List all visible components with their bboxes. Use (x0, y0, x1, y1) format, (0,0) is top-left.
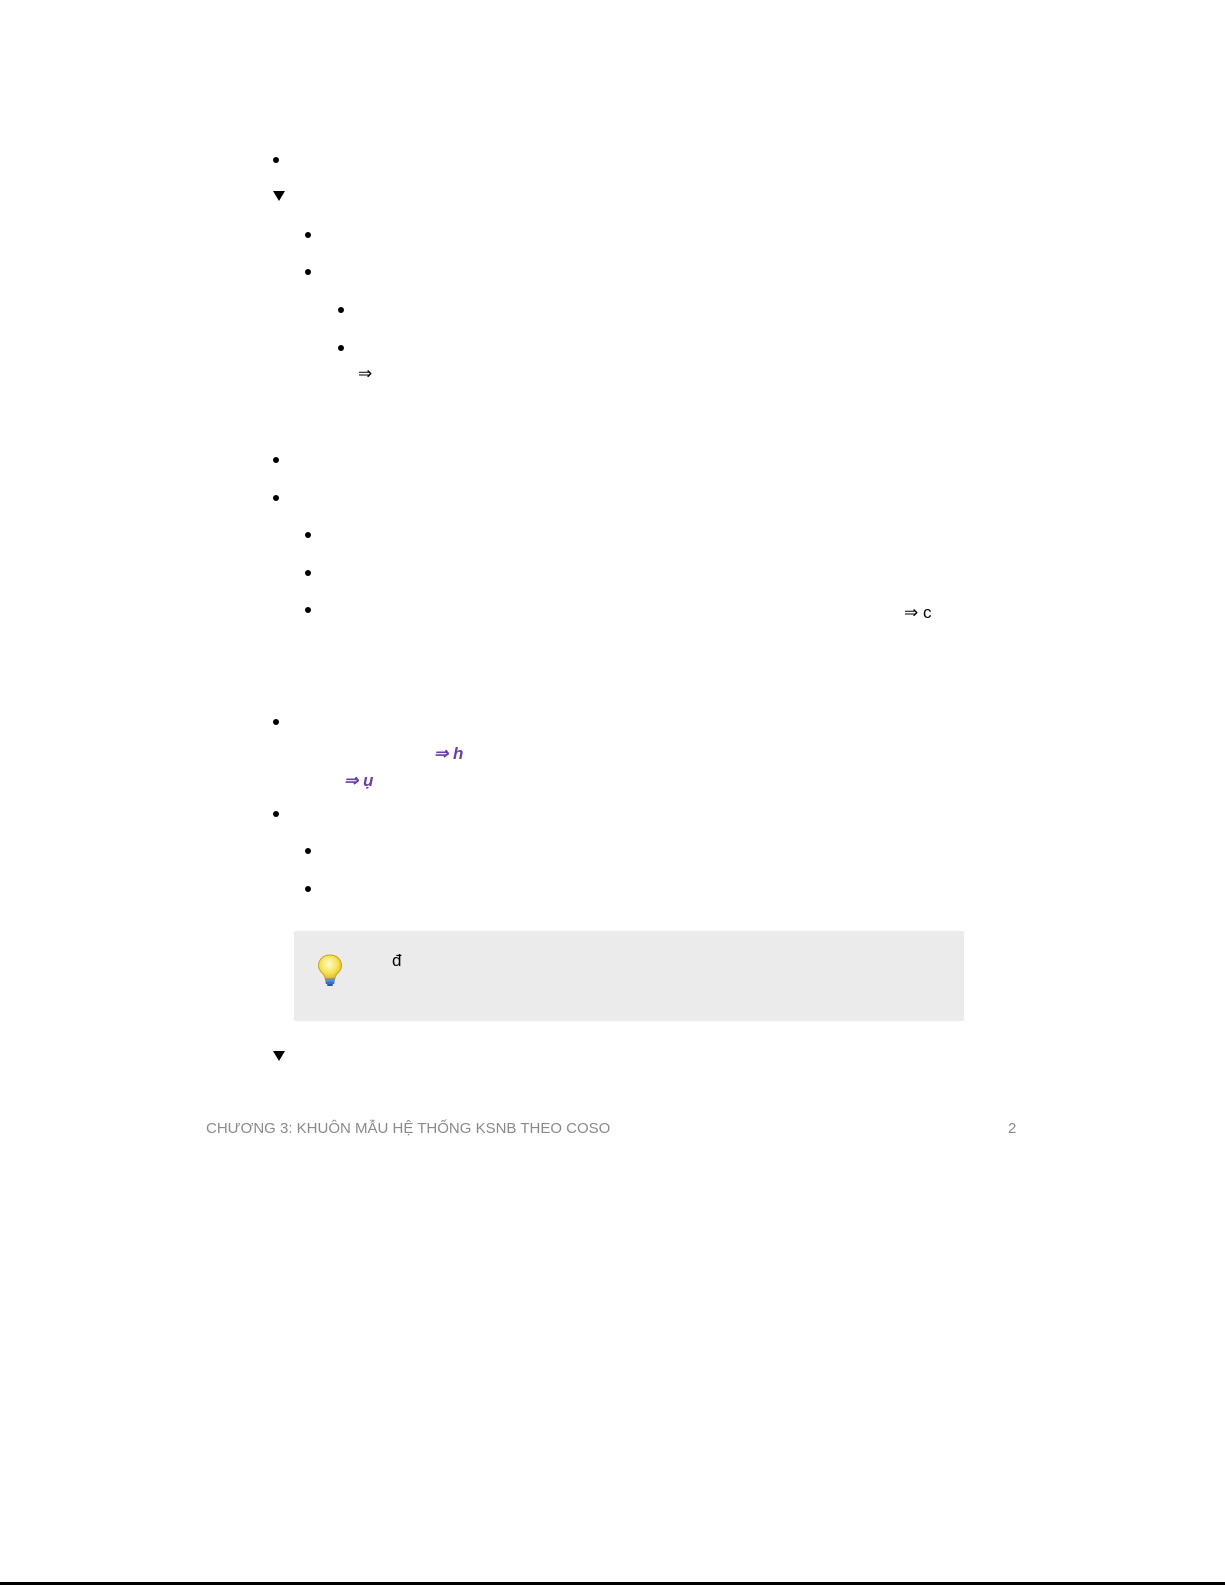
bullet-icon (305, 607, 311, 613)
lightbulb-icon (316, 953, 344, 987)
bullet-icon (273, 157, 279, 163)
implication-arrow: ⇒ (358, 364, 373, 383)
purple-implication-line: ⇒ h (434, 744, 464, 763)
bullet-icon (305, 232, 311, 238)
bullet-icon (305, 532, 311, 538)
bullet-icon (273, 719, 279, 725)
implication-text: ⇒ c (904, 603, 932, 622)
bullet-icon (273, 457, 279, 463)
callout-box (294, 931, 964, 1021)
bullet-icon (338, 345, 344, 351)
bullet-icon (305, 848, 311, 854)
bullet-icon (305, 269, 311, 275)
bullet-icon (305, 570, 311, 576)
bullet-icon (305, 886, 311, 892)
toggle-triangle-icon[interactable] (273, 1051, 285, 1061)
purple-implication-line: ⇒ ụ (344, 771, 374, 790)
bullet-icon (338, 307, 344, 313)
footer-page-number: 2 (1008, 1120, 1017, 1137)
callout-text: đ (392, 951, 402, 970)
toggle-triangle-icon[interactable] (273, 191, 285, 201)
bullet-icon (273, 811, 279, 817)
bullet-icon (273, 495, 279, 501)
footer-chapter-title: CHƯƠNG 3: KHUÔN MẪU HỆ THỐNG KSNB THEO COSO (206, 1120, 611, 1137)
